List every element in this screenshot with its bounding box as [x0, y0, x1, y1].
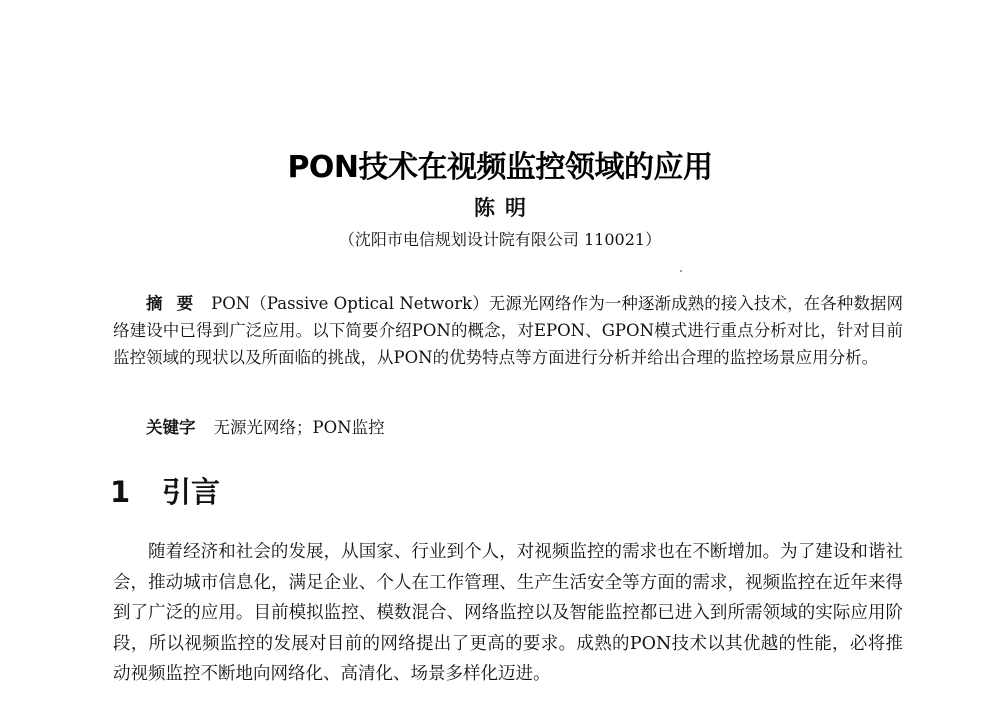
keywords-text: 无源光网络；PON监控: [213, 418, 385, 437]
paper-title: PON技术在视频监控领域的应用: [287, 150, 713, 185]
section-number: 1: [110, 475, 131, 509]
abstract-paragraph: [113, 290, 903, 371]
abstract-block: [113, 290, 903, 371]
abstract-label: 摘要: [146, 294, 208, 313]
section-title: 引言: [162, 475, 221, 509]
abstract-text: PON（Passive Optical Network）无源光网络作为一种逐渐成熟的接入技术，在各种数据网络建设中已得到广泛应用。以下简要介绍PON的概念，对EPON、GPON模式进行重点分析对比，针对目前监控领域的现状以及所面临的挑战，从PON的优势特点等方面进行分析并给出合理的监控场景应用分析。: [113, 294, 904, 367]
scan-speck: [680, 270, 682, 272]
author-affiliation: （沈阳市电信规划设计院有限公司 110021）: [338, 230, 662, 249]
keywords-line: [146, 416, 385, 440]
keywords-label: 关键字: [146, 418, 196, 437]
section-heading: [110, 470, 220, 511]
introduction-paragraph: 随着经济和社会的发展，从国家、行业到个人，对视频监控的需求也在不断增加。为了建设和谐社会，推动城市信息化，满足企业、个人在工作管理、生产生活安全等方面的需求，视频监控在近年来得到了广泛的应用。目前模拟监控、模数混合、网络监控以及智能监控都已进入到所需领域的实际应用阶段，所以视频监控的发展对目前的网络提出了更高的要求。成熟的PON技术以其优越的性能，必将推动视频监控不断地向网络化、高清化、场景多样化迈进。: [113, 542, 903, 684]
introduction-body: [113, 537, 903, 690]
author-name: 陈明: [474, 196, 536, 220]
